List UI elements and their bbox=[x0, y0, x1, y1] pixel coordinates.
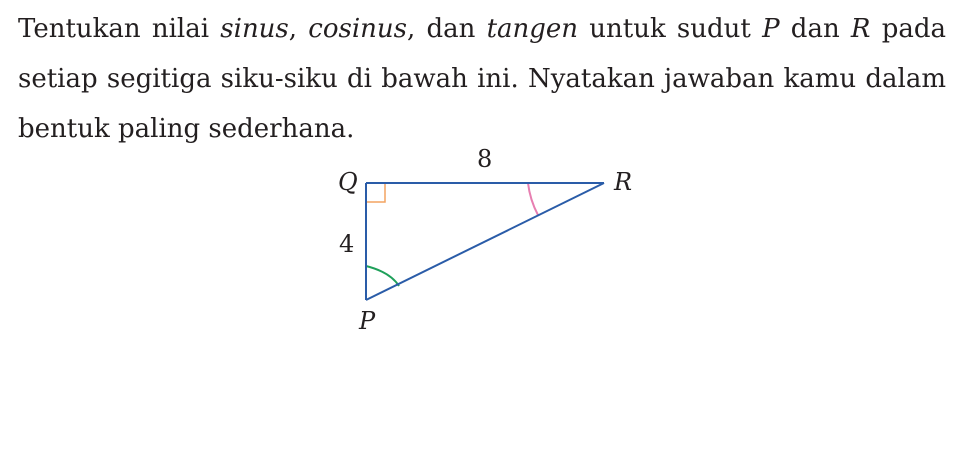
question-part-6: pada setiap segitiga siku-siku di bawah ini. Nyatakan jawaban kamu dalam bentuk paling sederhana. bbox=[18, 14, 946, 144]
term-sinus: sinus bbox=[220, 14, 289, 44]
question-part-5: dan bbox=[779, 14, 851, 44]
term-cosinus: cosinus bbox=[308, 14, 407, 44]
question-part-3: , dan bbox=[406, 14, 487, 44]
side-qp-length: 4 bbox=[339, 230, 355, 258]
angle-r-arc bbox=[528, 183, 538, 215]
question-part-4: untuk sudut bbox=[578, 14, 763, 44]
side-pr-hypotenuse bbox=[366, 183, 604, 300]
side-qr-length: 8 bbox=[477, 145, 493, 173]
vertex-r-label: R bbox=[614, 168, 633, 196]
right-angle-mark bbox=[366, 183, 385, 202]
angle-p-ref: P bbox=[762, 14, 780, 44]
vertex-q-label: Q bbox=[338, 168, 358, 196]
question-part-1: Tentukan nilai bbox=[18, 14, 221, 44]
angle-p-arc bbox=[366, 266, 399, 286]
term-tangen: tangen bbox=[486, 14, 579, 44]
question-part-2: , bbox=[288, 14, 309, 44]
vertex-p-label: P bbox=[359, 307, 376, 335]
angle-r-ref: R bbox=[850, 14, 871, 44]
